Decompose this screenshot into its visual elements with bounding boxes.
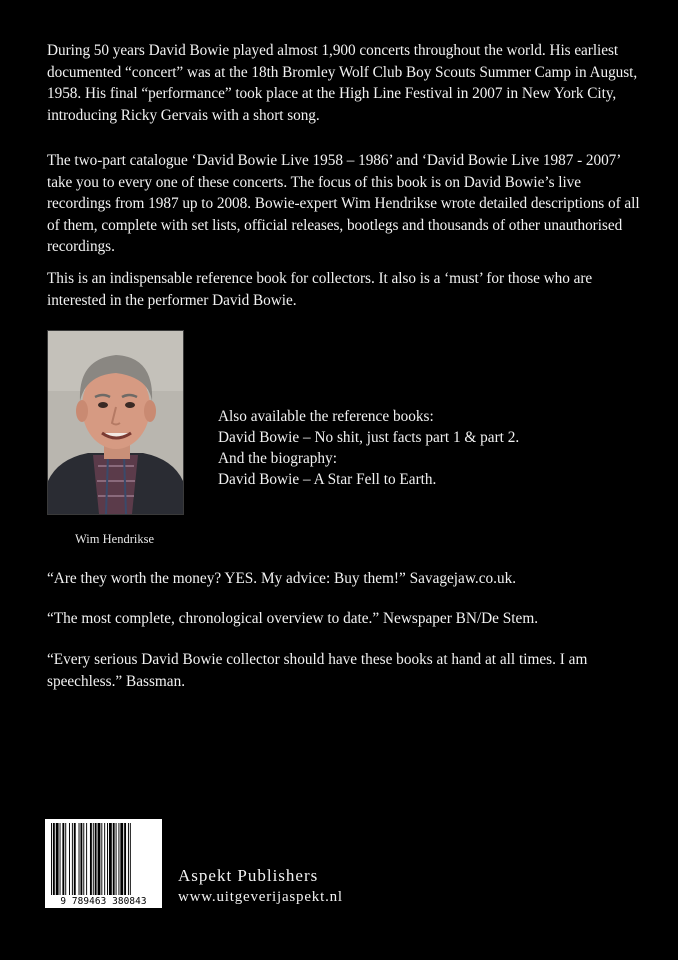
review-quote-3: “Every serious David Bowie collector should have these books at hand at all times. I am speechless.” Bassman.	[47, 651, 588, 690]
barcode-bars	[45, 819, 162, 897]
isbn-number: 9 789463 380843	[60, 896, 147, 907]
author-photo	[47, 330, 184, 515]
also-available-block	[218, 406, 638, 490]
isbn-barcode	[45, 819, 162, 908]
also-available-heading: Also available the reference books:	[218, 408, 434, 425]
photo-caption: Wim Hendrikse	[75, 532, 154, 546]
publisher-name: Aspekt Publishers	[178, 866, 319, 885]
author-portrait-image	[48, 331, 183, 514]
description-paragraph-2: The two-part catalogue ‘David Bowie Live 1958 – 1986’ and ‘David Bowie Live 1987 - 2007’ take you to every one of these concerts. The focus of this book is on David Bowie’s live recordings from 1987 up to 2008. Bowie-expert Wim Hendrikse wrote detailed descriptions of all of them, complete with set lists, official releases, bootlegs and thousands of other unauthorised recordings.	[47, 152, 640, 255]
publisher-website: www.uitgeverijaspekt.nl	[178, 889, 343, 905]
also-available-biography-title: David Bowie – A Star Fell to Earth.	[218, 471, 437, 488]
review-quote-2: “The most complete, chronological overview to date.” Newspaper BN/De Stem.	[47, 610, 539, 627]
also-available-reference-books: David Bowie – No shit, just facts part 1 & part 2.	[218, 429, 520, 446]
description-paragraph-3: This is an indispensable reference book for collectors. It also is a ‘must’ for those who are interested in the performer David Bowie.	[47, 270, 593, 309]
review-quote-1: “Are they worth the money? YES. My advice: Buy them!” Savagejaw.co.uk.	[47, 570, 517, 587]
also-available-biography-heading: And the biography:	[218, 450, 337, 467]
description-paragraph-1: During 50 years David Bowie played almost 1,900 concerts throughout the world. His earliest documented “concert” was at the 18th Bromley Wolf Club Boy Scouts Summer Camp in August, 1958. His final “performance” took place at the High Line Festival in 2007 in New York City, introducing Ricky Gervais with a short song.	[47, 42, 638, 124]
